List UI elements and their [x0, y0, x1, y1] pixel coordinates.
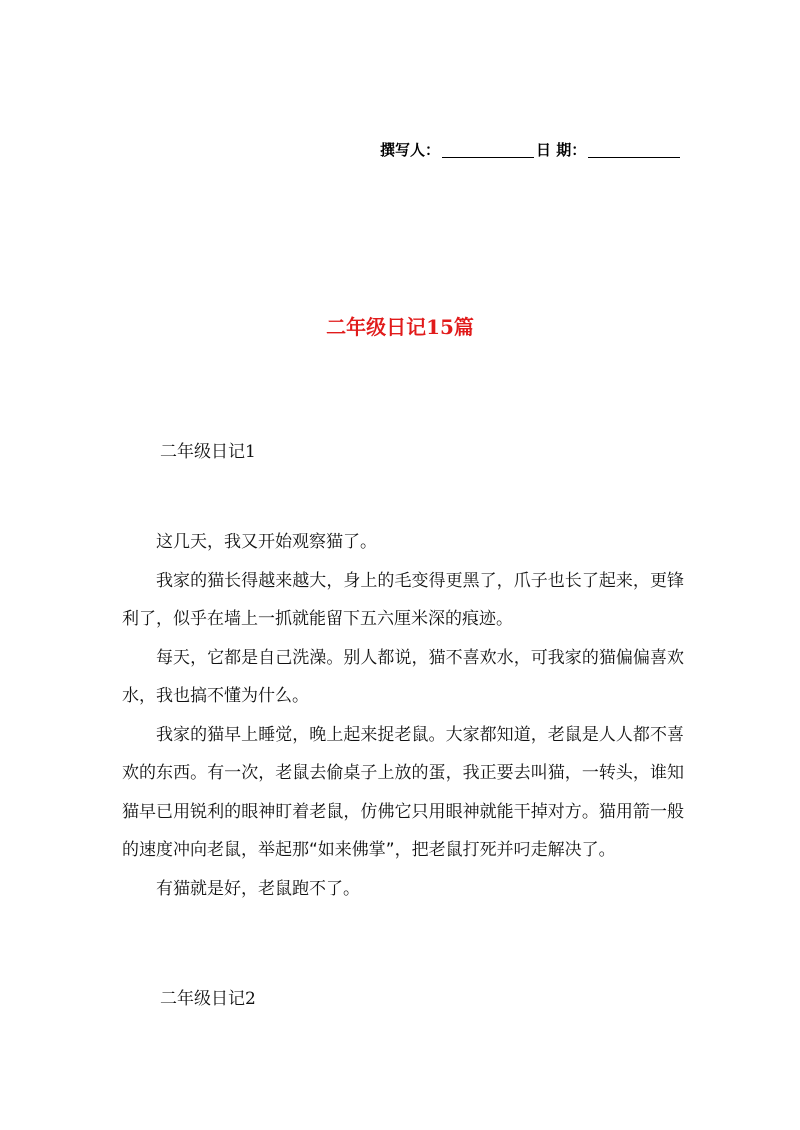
author-label: 撰写人： [380, 141, 441, 159]
paragraph: 这几天，我又开始观察猫了。 [156, 532, 377, 552]
author-blank-line [442, 141, 534, 158]
paragraph: 每天，它都是自己洗澡。别人都说，猫不喜欢水，可我家的猫偏偏喜欢水，我也搞不懂为什么。 [122, 647, 684, 706]
date-blank-line [588, 141, 680, 158]
header-author-date [380, 138, 682, 162]
diary-1-heading: 二年级日记1 [160, 442, 256, 462]
date-label: 日 期： [536, 141, 587, 159]
paragraph: 有猫就是好，老鼠跑不了。 [156, 878, 360, 899]
diary-2-heading: 二年级日记2 [160, 989, 256, 1009]
paragraph: 我家的猫长得越来越大，身上的毛变得更黑了，爪子也长了起来，更锋利了，似乎在墙上一抓就能留下五六厘米深的痕迹。 [122, 570, 684, 629]
diary-1-body [122, 523, 684, 908]
document-title: 二年级日记15篇 [326, 315, 474, 339]
paragraph: 我家的猫早上睡觉，晚上起来捉老鼠。大家都知道，老鼠是人人都不喜欢的东西。有一次，老鼠去偷桌子上放的蛋，我正要去叫猫，一转头，谁知猫早已用锐利的眼神盯着老鼠，仿佛它只用眼神就能干掉对方。猫用箭一般的速度冲向老鼠，举起那“如来佛掌”，把老鼠打死并叼走解决了。 [122, 724, 684, 860]
